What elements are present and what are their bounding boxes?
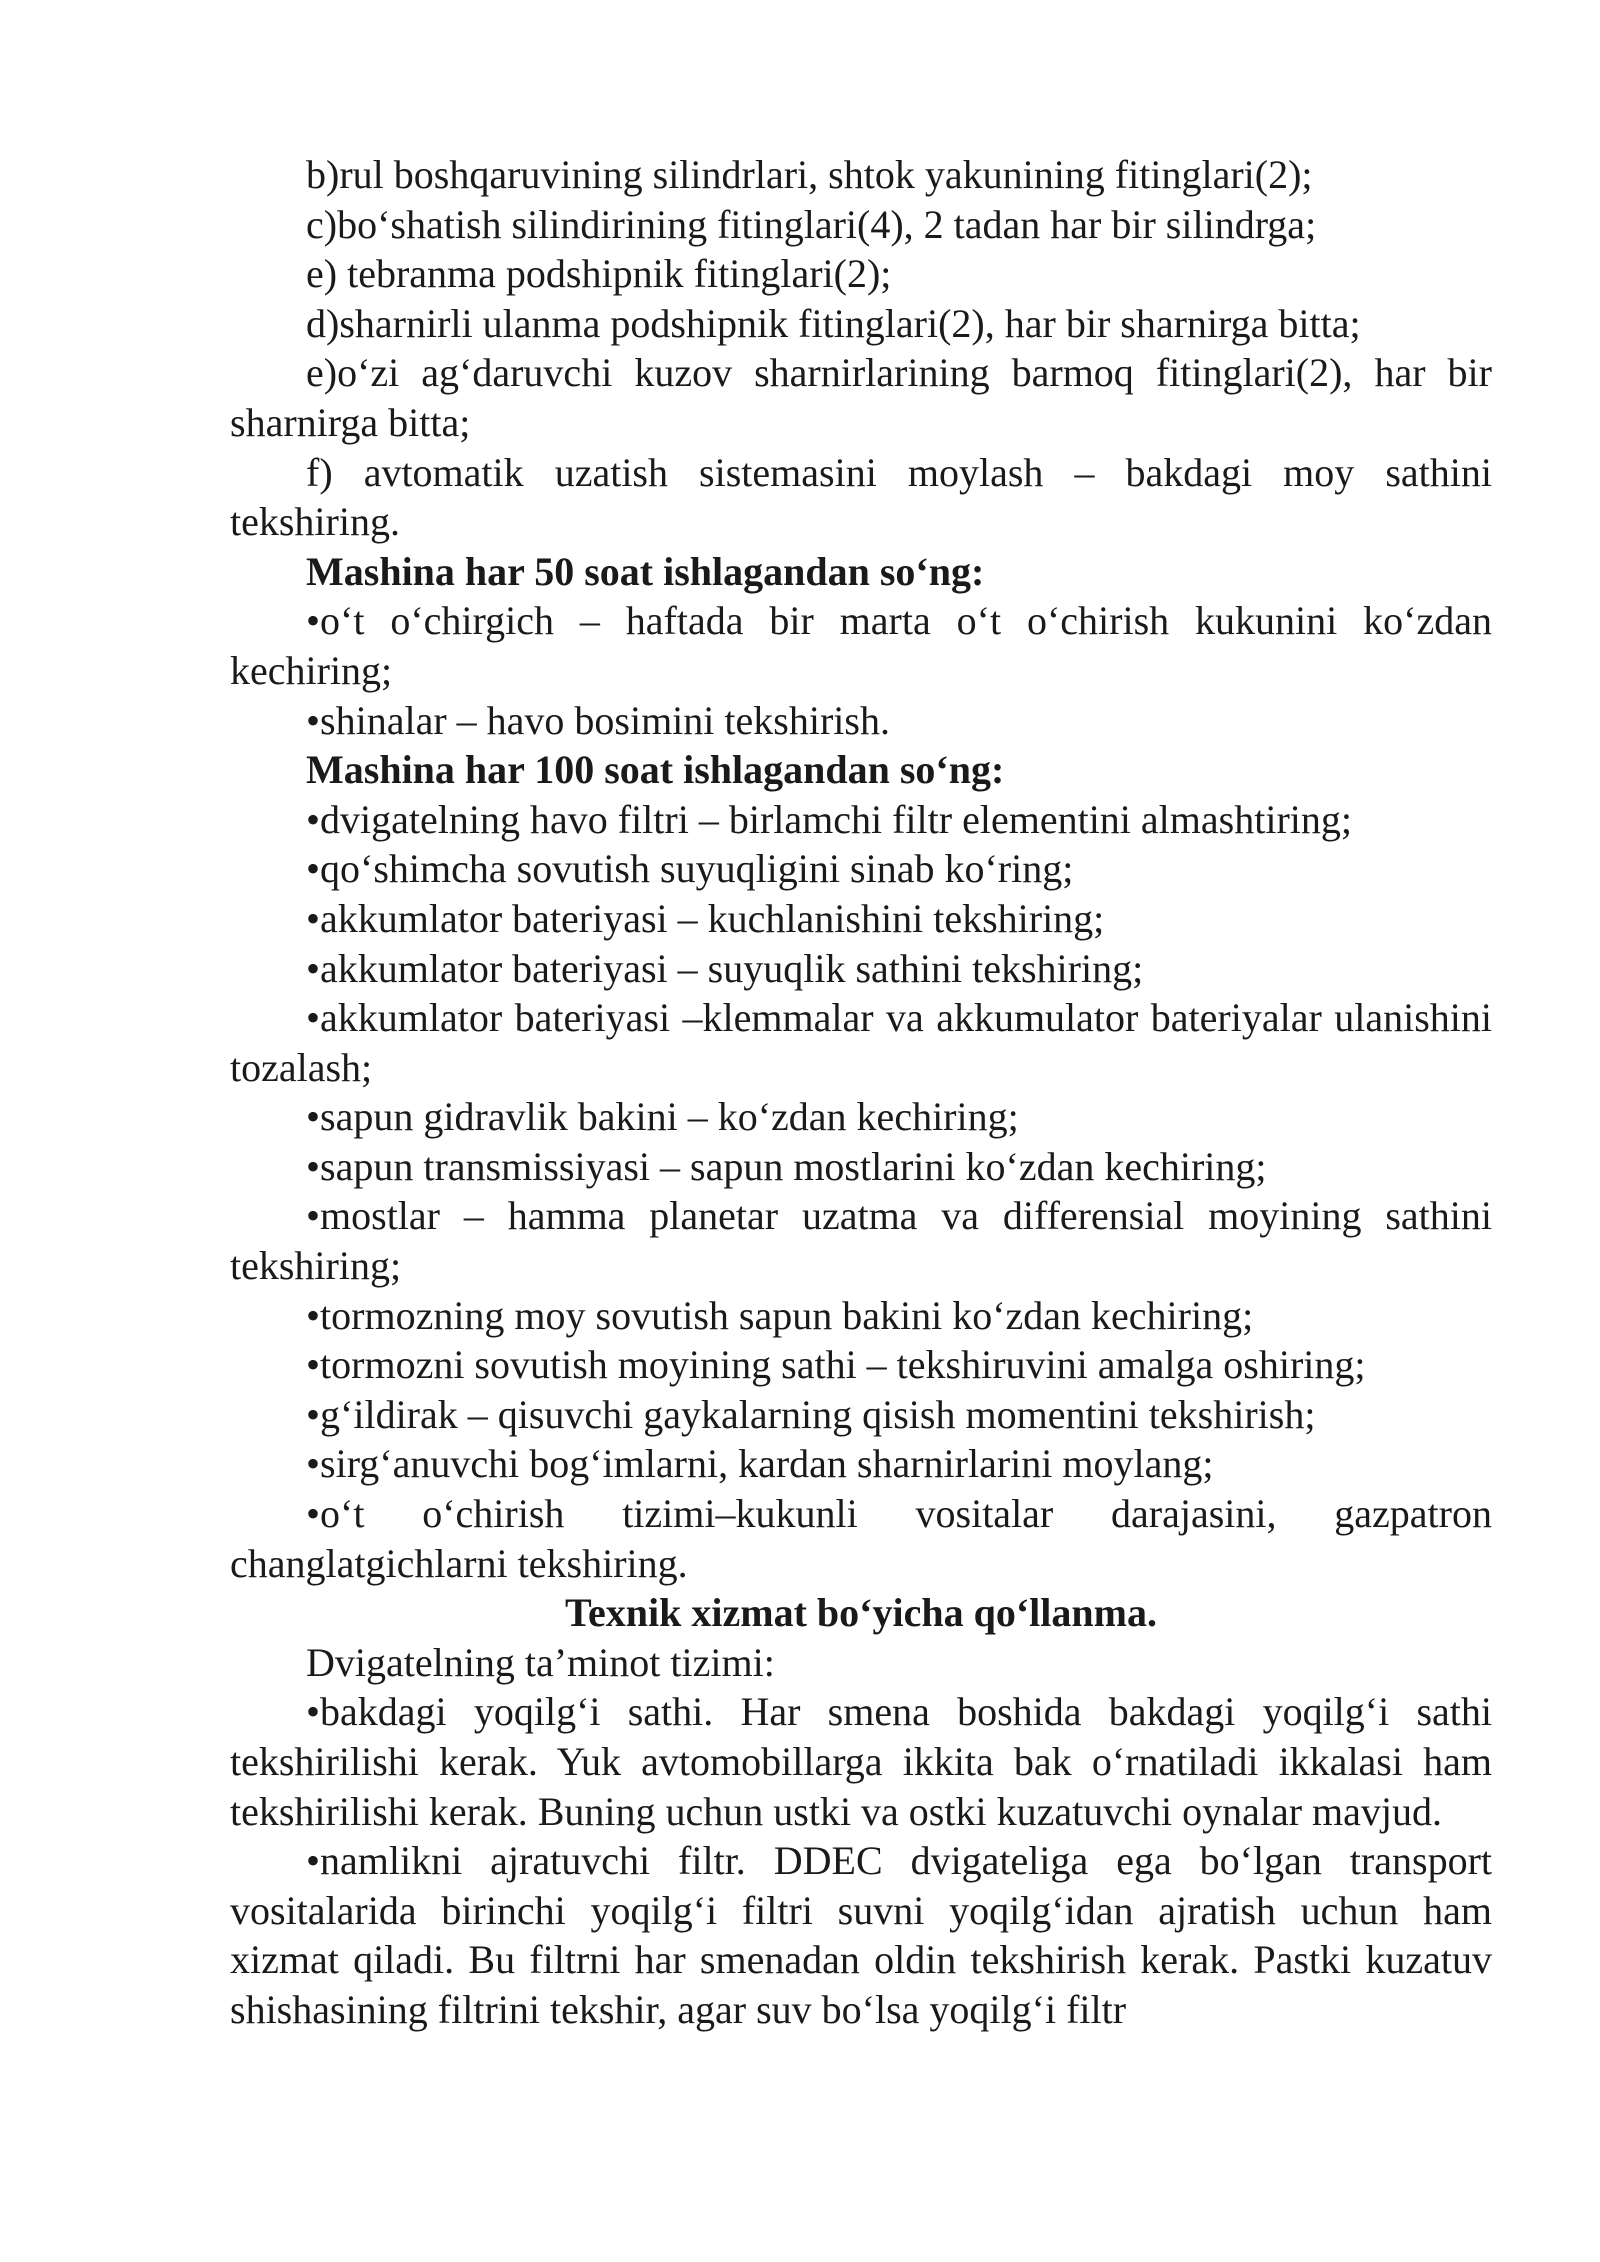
list-item: e)o‘zi ag‘daruvchi kuzov sharnirlarining barmoq fitinglari(2), har bir sharnirga bitta; xyxy=(230,350,1492,445)
bullet-item: • tormozni sovutish moyining sathi – tekshiruvini amalga oshiring; xyxy=(230,1340,1492,1390)
bullet-icon xyxy=(306,1094,320,1139)
section-title: Texnik xizmat bo‘yicha qo‘llanma. xyxy=(565,1590,1157,1636)
bullet-item: • sirg‘anuvchi bog‘imlarni, kardan sharnirlarini moylang; xyxy=(230,1439,1492,1489)
bullet-icon xyxy=(306,946,320,991)
bullet-item: • akkumlator bateriyasi –klemmalar va akkumulator bateriyalar ulanishini tozalash; xyxy=(230,993,1492,1092)
bullet-item: • mostlar – hamma planetar uzatma va differensial moyining sathini tekshiring; xyxy=(230,1191,1492,1290)
bullet-icon xyxy=(306,1838,320,1883)
bullet-item: • g‘ildirak – qisuvchi gaykalarning qisish momentini tekshirish; xyxy=(230,1390,1492,1440)
bullet-icon xyxy=(306,896,320,941)
section-heading: Mashina har 50 soat ishlagandan so‘ng: xyxy=(306,548,985,594)
bullet-icon xyxy=(306,1144,320,1189)
bullet-icon xyxy=(306,598,320,643)
bullet-item: • shinalar – havo bosimini tekshirish. xyxy=(230,696,1492,746)
bullet-icon xyxy=(306,1392,320,1437)
bullet-item: • o‘t o‘chirgich – haftada bir marta o‘t o‘chirish kukunini ko‘zdan kechiring; xyxy=(230,596,1492,695)
section-heading: Mashina har 100 soat ishlagandan so‘ng: xyxy=(306,747,1005,793)
bullet-item: • akkumlator bateriyasi – suyuqlik sathini tekshiring; xyxy=(230,944,1492,994)
bullet-item: • sapun transmissiyasi – sapun mostlarini ko‘zdan kechiring; xyxy=(230,1142,1492,1192)
list-item: b)rul boshqaruvining silindrlari, shtok yakunining fitinglari(2); xyxy=(306,152,1313,197)
bullet-item: • namlikni ajratuvchi filtr. DDEC dvigateliga ega bo‘lgan transport vositalarida birinchi yoqilg‘i filtri suvni yoqilg‘idan ajratish uchun ham xizmat qiladi. Bu filtrni har smenadan oldin tekshirish kerak. Pastki kuzatuv shishasining filtrini tekshir, agar suv bo‘lsa yoqilg‘i filtr xyxy=(230,1836,1492,2034)
bullet-icon xyxy=(306,797,320,842)
list-item: c)bo‘shatish silindirining fitinglari(4), 2 tadan har bir silindrga; xyxy=(306,201,1317,247)
list-item: e) tebranma podshipnik fitinglari(2); xyxy=(306,251,892,297)
bullet-item: • o‘t o‘chirish tizimi–kukunli vositalar darajasini, gazpatron changlatgichlarni tekshiring. xyxy=(230,1489,1492,1588)
list-item: f) avtomatik uzatish sistemasini moylash – bakdagi moy sathini tekshiring. xyxy=(230,449,1492,545)
bullet-icon xyxy=(306,1689,320,1734)
bullet-icon xyxy=(306,1342,320,1387)
bullet-item: • tormozning moy sovutish sapun bakini ko‘zdan kechiring; xyxy=(230,1291,1492,1341)
bullet-icon xyxy=(306,1441,320,1486)
bullet-icon xyxy=(306,698,320,743)
bullet-item: • dvigatelning havo filtri – birlamchi filtr elementini almashtiring; xyxy=(230,795,1492,845)
paragraph: Dvigatelning ta’minot tizimi: xyxy=(306,1639,775,1685)
bullet-item: • qo‘shimcha sovutish suyuqligini sinab ko‘ring; xyxy=(230,844,1492,894)
bullet-icon xyxy=(306,1293,320,1338)
bullet-item: • sapun gidravlik bakini – ko‘zdan kechiring; xyxy=(230,1092,1492,1142)
list-item: d)sharnirli ulanma podshipnik fitinglari(2), har bir sharnirga bitta; xyxy=(306,300,1361,346)
bullet-icon xyxy=(306,995,320,1040)
bullet-icon xyxy=(306,1193,320,1238)
bullet-item: • bakdagi yoqilg‘i sathi. Har smena boshida bakdagi yoqilg‘i sathi tekshirilishi kerak. Yuk avtomobillarga ikkita bak o‘rnatiladi ikkalasi ham tekshirilishi kerak. Buning uchun ustki va ostki kuzatuvchi oynalar mavjud. xyxy=(230,1687,1492,1836)
bullet-icon xyxy=(306,1491,320,1536)
bullet-item: • akkumlator bateriyasi – kuchlanishini tekshiring; xyxy=(230,894,1492,944)
bullet-icon xyxy=(306,846,320,891)
